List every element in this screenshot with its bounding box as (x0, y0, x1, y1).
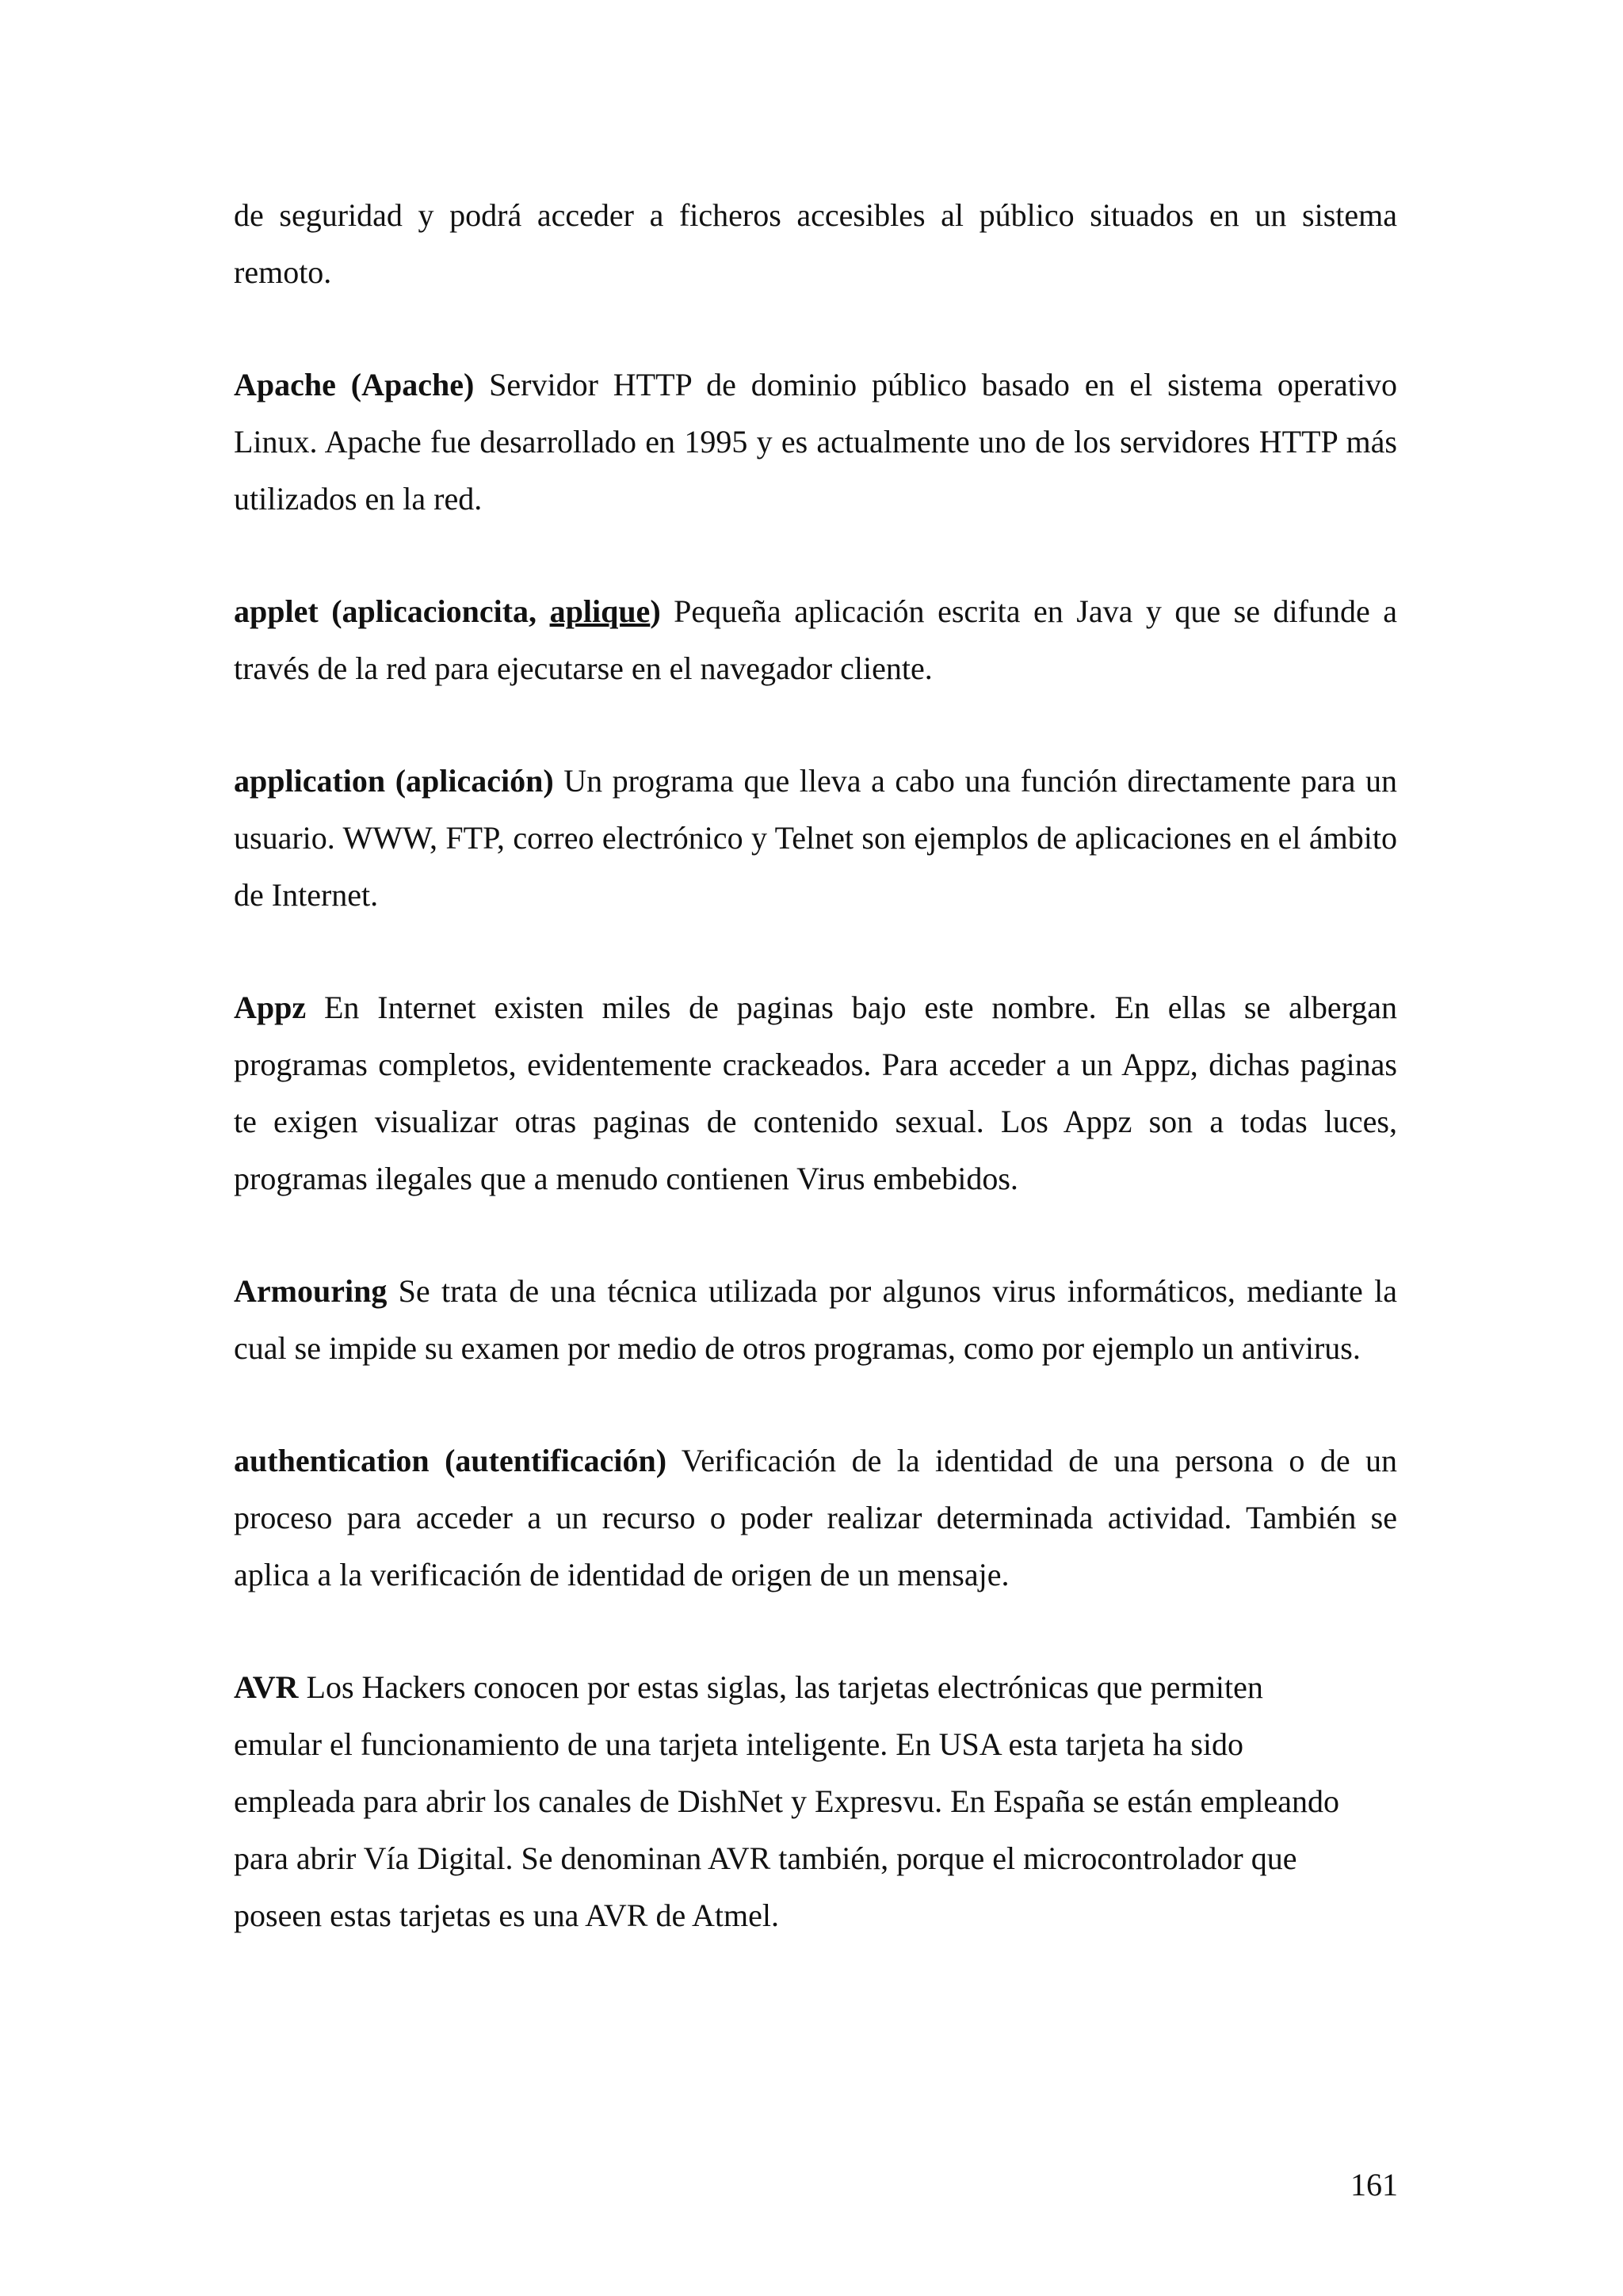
definition-appz: En Internet existen miles de paginas bajo este nombre. En ellas se albergan programas completos, evidentemente crackeados. Para acceder a un Appz, dichas paginas te exigen visualizar otras paginas de contenido sexual. Los Appz son a todas luces, programas ilegales que a menudo contienen Virus embebidos. (234, 990, 1397, 1196)
definition-authentication: Verificación de la identidad de una persona o de un proceso para acceder a un recurso o poder realizar determinada actividad. También se aplica a la verificación de identidad de origen de un mensaje. (234, 1443, 1398, 1592)
glossary-entry-appz (234, 979, 1397, 1207)
term-application: application (aplicación) (234, 763, 554, 799)
glossary-entry-armouring (234, 1263, 1397, 1377)
page-number: 161 (1350, 2167, 1398, 2203)
definition-avr-line-1: Los Hackers conocen por estas siglas, las tarjetas electrónicas que permiten (298, 1669, 1263, 1705)
term-applet: applet (aplicacioncita, (234, 593, 550, 629)
term-armouring: Armouring (234, 1273, 388, 1309)
paragraph-continuation (234, 187, 1397, 301)
glossary-entry-apache (234, 357, 1397, 528)
avr-line-5: poseen estas tarjetas es una AVR de Atmel. (234, 1897, 780, 1933)
definition-applet: Pequeña aplicación escrita en Java y que se difunde a través de la red para ejecutarse en el navegador cliente. (234, 593, 1397, 686)
definition-armouring: Se trata de una técnica utilizada por algunos virus informáticos, mediante la cual se impide su examen por medio de otros programas, como por ejemplo un antivirus. (234, 1273, 1397, 1366)
term-apache: Apache (Apache) (234, 367, 475, 402)
glossary-entry-avr (234, 1659, 1397, 1944)
avr-line-4: para abrir Vía Digital. Se denominan AVR también, porque el microcontrolador que (234, 1840, 1297, 1876)
continuation-text: de seguridad y podrá acceder a ficheros accesibles al público situados en un sistema remoto. (234, 197, 1397, 290)
term-avr: AVR (234, 1669, 299, 1705)
glossary-entry-authentication (234, 1432, 1397, 1604)
term-applet-underlined: aplique (549, 593, 651, 629)
avr-line-3: empleada para abrir los canales de DishNet y Expresvu. En España se están empleando (234, 1783, 1340, 1819)
avr-line-1 (234, 1659, 1397, 1716)
avr-line-2: emular el funcionamiento de una tarjeta inteligente. En USA esta tarjeta ha sido (234, 1726, 1244, 1762)
glossary-entry-application (234, 753, 1397, 924)
definition-application: Un programa que lleva a cabo una función directamente para un usuario. WWW, FTP, correo electrónico y Telnet son ejemplos de aplicaciones en el ámbito de Internet. (234, 763, 1397, 913)
term-applet-close: ) (650, 593, 661, 629)
glossary-entry-applet (234, 583, 1397, 697)
definition-apache: Servidor HTTP de dominio público basado en el sistema operativo Linux. Apache fue desarrollado en 1995 y es actualmente uno de los servidores HTTP más utilizados en la red. (234, 367, 1397, 517)
term-authentication: authentication (autentificación) (234, 1443, 667, 1478)
page-body (234, 187, 1397, 1944)
term-appz: Appz (234, 990, 307, 1025)
